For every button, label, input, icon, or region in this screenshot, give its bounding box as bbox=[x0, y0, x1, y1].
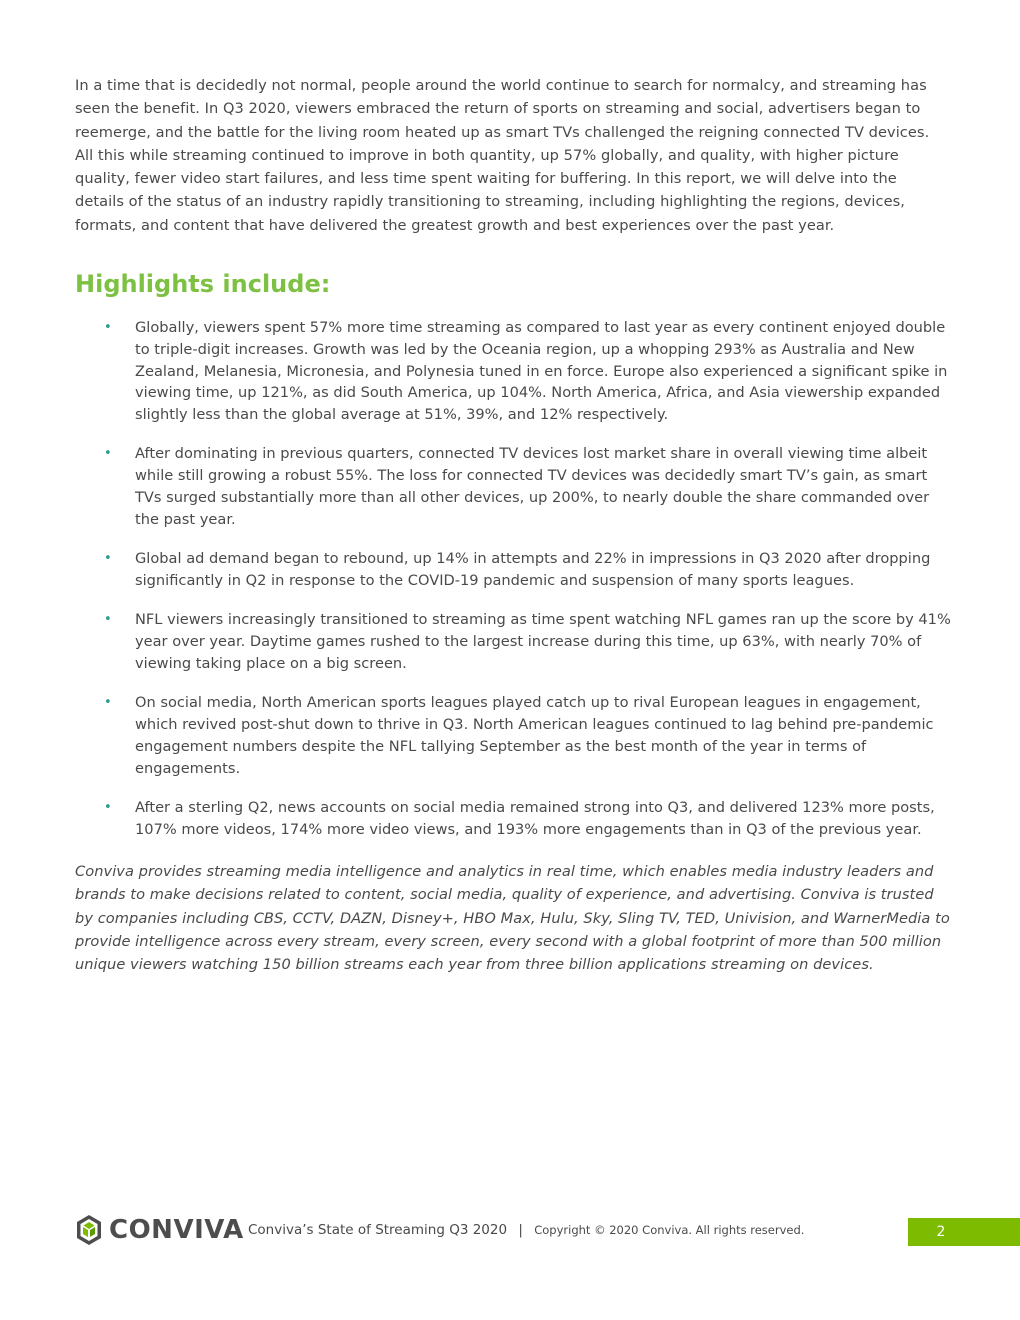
conviva-logo-text: CONVIVA bbox=[109, 1215, 244, 1245]
footer-info bbox=[248, 1222, 804, 1238]
intro-paragraph: In a time that is decidedly not normal, people around the world continue to search for normalcy, and streaming has seen the benefit. In Q3 2020, viewers embraced the return of sports on streaming and social, advertisers began to reemerge, and the battle for the living room heated up as smart TVs challenged the reigning connected TV devices. All this while streaming continued to improve in both quantity, up 57% globally, and quality, with higher picture quality, fewer video start failures, and less time spent waiting for buffering. In this report, we will delve into the details of the status of an industry rapidly transitioning to streaming, including highlighting the regions, devices, formats, and content that have delivered the greatest growth and best experiences over the past year. bbox=[75, 77, 930, 234]
about-conviva-paragraph: Conviva provides streaming media intelligence and analytics in real time, which enables media industry leaders and brands to make decisions related to content, social media, quality of experience, and advertising. Conviva is trusted by companies including CBS, CCTV, DAZN, Disney+, HBO Max, Hulu, Sky, Sling TV, TED, Univision, and WarnerMedia to provide intelligence across every stream, every screen, every second with a global footprint of more than 500 million unique viewers watching 150 billion streams each year from three billion applications streaming on devices. bbox=[75, 863, 950, 974]
list-item-text: After a sterling Q2, news accounts on social media remained strong into Q3, and delivered 123% more posts, 107% more videos, 174% more video views, and 193% more engagements than in Q3 of the previous year. bbox=[135, 798, 935, 838]
page-number-badge: 2 bbox=[908, 1218, 1020, 1246]
list-item-text: Global ad demand began to rebound, up 14% in attempts and 22% in impressions in Q3 2020 after dropping significantly in Q2 in response to the COVID-19 pandemic and suspension of many sports leagues. bbox=[135, 550, 931, 589]
list-item bbox=[75, 797, 955, 841]
list-item-text: Globally, viewers spent 57% more time streaming as compared to last year as every continent enjoyed double to triple-digit increases. Growth was led by the Oceania region, up a whopping 293% as Australia and New Zealand, Melanesia, Micronesia, and Polynesia tuned in en force. Europe also experienced a significant spike in viewing time, up 121%, as did South America, up 104%. North America, Africa, and Asia viewership expanded slightly less than the global average at 51%, 39%, and 12% respectively. bbox=[135, 319, 948, 424]
bullet-dot-icon: • bbox=[104, 320, 112, 335]
list-item-text: After dominating in previous quarters, connected TV devices lost market share in overall viewing time albeit while still growing a robust 55%. The loss for connected TV devices was decidedly smart TV’s gain, as smart TVs surged substantially more than all other devices, up 200%, to nearly double the share commanded over the past year. bbox=[135, 445, 930, 528]
highlights-heading: Highlights include: bbox=[75, 270, 331, 298]
conviva-logo bbox=[75, 1214, 244, 1246]
highlights-list bbox=[75, 317, 955, 858]
copyright-text: Copyright © 2020 Conviva. All rights reserved. bbox=[534, 1223, 805, 1237]
report-title: Conviva’s State of Streaming Q3 2020 bbox=[248, 1222, 508, 1238]
bullet-dot-icon: • bbox=[104, 799, 112, 815]
list-item bbox=[75, 317, 955, 426]
bullet-dot-icon: • bbox=[104, 695, 112, 711]
list-item bbox=[75, 548, 955, 592]
list-item bbox=[75, 692, 955, 779]
list-item-text: On social media, North American sports leagues played catch up to rival European leagues in engagement, which revived post-shut down to thrive in Q3. North American leagues continued to lag behind pre-pandemic engagement numbers despite the NFL tallying September as the best month of the year in terms of engagements. bbox=[135, 694, 934, 777]
bullet-dot-icon: • bbox=[104, 446, 112, 462]
list-item bbox=[75, 443, 955, 530]
bullet-dot-icon: • bbox=[104, 612, 112, 628]
bullet-dot-icon: • bbox=[104, 551, 112, 567]
conviva-logo-icon bbox=[75, 1214, 103, 1246]
footer-separator: | bbox=[518, 1222, 523, 1238]
list-item bbox=[75, 609, 955, 674]
list-item-text: NFL viewers increasingly transitioned to streaming as time spent watching NFL games ran up the score by 41% year over year. Daytime games rushed to the largest increase during this time, up 63%, with nearly 70% of viewing taking place on a big screen. bbox=[135, 611, 951, 672]
